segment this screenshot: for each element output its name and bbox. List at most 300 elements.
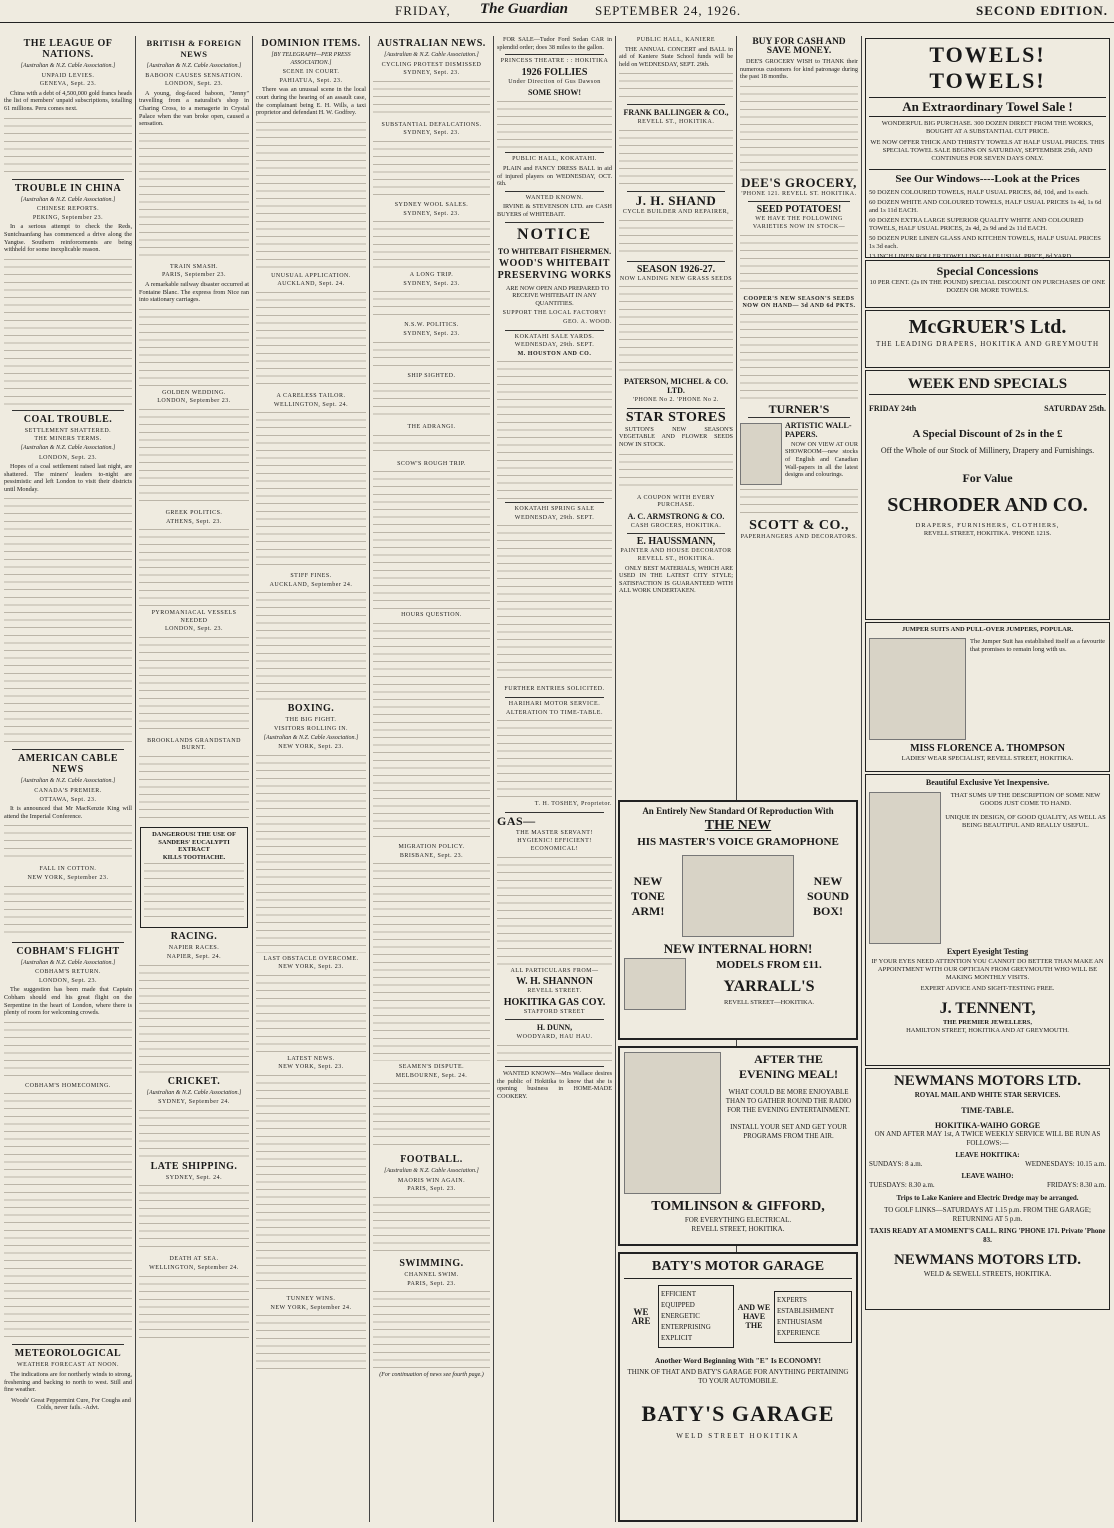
column-4	[373, 36, 490, 1522]
article-filler	[373, 219, 490, 269]
article-filler	[139, 635, 249, 735]
towel-item: 60 DOZEN EXTRA LARGE SUPERIOR QUALITY WHITE AND COLOURED TOWELS, HALF USUAL PRICES, 2s 4d, 2s 9d and 2s 11d EACH.	[869, 217, 1084, 232]
article-filler	[619, 128, 733, 188]
divider	[505, 54, 604, 55]
concessions-text: 10 PER CENT. (2s IN THE POUND) SPECIAL DISCOUNT ON PURCHASES OF ONE DOZEN OR MORE TOWELS.	[869, 279, 1106, 294]
concessions-title: Special Concessions	[936, 264, 1039, 278]
week-end-advert	[865, 370, 1110, 620]
article-filler	[740, 487, 858, 517]
advert-title: A. C. ARMSTRONG & CO.	[627, 511, 725, 521]
article-filler	[373, 139, 490, 199]
newmans-tagline: ROYAL MAIL AND WHITE STAR SERVICES.	[914, 1091, 1061, 1099]
radio-title: AFTER THE EVENING MEAL!	[738, 1052, 838, 1081]
article-filler	[619, 71, 733, 101]
agency-line: [Australian & N.Z. Cable Association.]	[20, 196, 116, 203]
article-filler	[139, 407, 249, 507]
masthead-paper-title: The Guardian	[480, 1, 568, 17]
divider	[12, 179, 124, 180]
column-5	[497, 36, 612, 1522]
advert-text: REVELL STREET.	[527, 988, 582, 995]
subhead: A CARELESS TAILOR.	[276, 392, 346, 399]
subhead: CANADA'S PREMIER.	[34, 788, 102, 795]
wallpaper-illustration	[740, 423, 782, 485]
article-filler	[373, 1289, 490, 1369]
advert-text: REVELL ST., HOKITIKA.	[637, 119, 715, 126]
advert-text: WOODYARD, HAU HAU.	[516, 1034, 593, 1041]
subhead: CYCLING PROTEST DISMISSED	[381, 61, 482, 68]
advert-text: 'PHONE 121. REVELL ST. HOKITIKA.	[741, 190, 857, 197]
subhead: SYDNEY WOOL SALES.	[394, 201, 469, 208]
advert-text: NOW LANDING NEW GRASS SEEDS	[619, 275, 733, 282]
subhead: TUNNEY WINS.	[286, 1296, 336, 1303]
subhead: WEATHER FORECAST AT NOON.	[17, 1362, 119, 1369]
headline-racing: RACING.	[170, 931, 218, 943]
article-filler	[139, 754, 249, 824]
dateline: SYDNEY, Sept. 24.	[165, 1174, 223, 1181]
newmans-fridays: FRIDAYS: 8.30 a.m.	[1046, 1181, 1106, 1189]
divider	[505, 812, 604, 813]
advert-subtitle: TO WHITEBAIT FISHERMEN.	[497, 246, 612, 256]
advert-text: ARE NOW OPEN AND PREPARED TO RECEIVE WHITEBAIT IN ANY QUANTITIES.	[505, 284, 610, 307]
advert-text: ALL PARTICULARS FROM—	[510, 967, 599, 974]
gramophone-dealer: YARRALL'S	[723, 978, 815, 995]
dateline: WELLINGTON, Sept. 24.	[273, 401, 349, 408]
subhead: DEATH AT SEA.	[169, 1256, 219, 1263]
column-1	[4, 36, 132, 1522]
article-filler	[139, 131, 249, 261]
advert-text: NOW ON VIEW AT OUR SHOWROOM—new stocks of English and Canadian Wall-papers in all the latest designs and colourings.	[785, 440, 858, 479]
dateline: ATHENS, Sept. 23.	[166, 518, 222, 525]
masthead	[0, 0, 1114, 23]
column-rule	[252, 36, 253, 1522]
schroder-title: SCHRODER AND CO.	[887, 494, 1088, 516]
baty-left-list	[658, 1285, 734, 1348]
article-filler	[256, 1313, 366, 1373]
advert-text: GEO. A. WOOD.	[563, 318, 612, 325]
column-2	[139, 36, 249, 1522]
baty-body	[624, 1285, 852, 1348]
tennent-address: HAMILTON STREET, HOKITIKA AND AT GREYMOUTH.	[906, 1027, 1069, 1034]
dateline: SYDNEY, Sept. 23.	[403, 280, 460, 287]
tennent-headline: Beautiful Exclusive Yet Inexpensive.	[925, 778, 1050, 787]
subhead: THE BIG FIGHT.	[285, 717, 337, 724]
headline-dominion: DOMINION ITEMS.	[261, 38, 361, 49]
advert-subheading: KILLS TOOTHACHE.	[162, 853, 226, 861]
article-filler	[256, 290, 366, 390]
advert-heading: DANGEROUS! THE USE OF SANDERS' EUCALYPTI EXTRACT	[152, 831, 236, 854]
article-filler	[497, 523, 612, 683]
gramophone-line1: An Entirely New Standard Of Reproduction With	[642, 806, 834, 816]
towel-item: 50 DOZEN PURE LINEN GLASS AND KITCHEN TOWELS, HALF USUAL PRICES 1s 3d each.	[869, 235, 1101, 250]
subhead: THE ADRANGI.	[407, 424, 456, 431]
masthead-edition: SECOND EDITION.	[975, 3, 1108, 18]
schroder-tagline: DRAPERS, FURNISHERS, CLOTHIERS,	[915, 522, 1060, 529]
towel-items-list	[869, 189, 1106, 261]
advert-title: J. H. SHAND	[635, 192, 717, 208]
article-filler	[373, 1195, 490, 1255]
advert-text: HYGIENIC! EFFICIENT! ECONOMICAL!	[517, 838, 592, 853]
newmans-row2	[869, 1181, 1106, 1190]
dateline: PARIS, Sept. 23.	[407, 1280, 456, 1287]
dateline: LONDON, Sept. 23.	[165, 626, 223, 633]
dateline: PARIS, Sept. 23.	[407, 1186, 456, 1193]
divider	[627, 104, 725, 105]
dateline: SYDNEY, Sept. 23.	[403, 330, 460, 337]
column-rule	[135, 36, 136, 1522]
classified-ad: FOR SALE—Tudor Ford Sedan CAR in splendid order; does 38 miles to the gallon.	[497, 36, 612, 51]
advert-text: FURTHER ENTRIES SOLICITED.	[504, 686, 605, 693]
tennent-text2: UNIQUE IN DESIGN, OF GOOD QUALITY, AS WELL AS BEING BEAUTIFUL AND REALLY USEFUL.	[945, 814, 1106, 829]
dateline: AUCKLAND, Sept. 24.	[277, 281, 345, 288]
tennent-tagline: THE PREMIER JEWELLERS,	[942, 1019, 1033, 1026]
dateline: WELLINGTON, September 24.	[149, 1265, 239, 1271]
eye-title: Expert Eyesight Testing	[946, 947, 1029, 956]
advert-title: SEASON 1926-27.	[636, 263, 716, 275]
subhead: GREEK POLITICS.	[165, 509, 223, 516]
advert-text: COOPER'S NEW SEASON'S SEEDS NOW ON HAND— 3d AND 6d PKTS.	[742, 295, 856, 310]
eye-text: IF YOUR EYES NEED ATTENTION YOU CANNOT DO BETTER THAN MAKE AN APPOINTMENT WITH OUR OPTICIAN FROM GREYMOUTH WHO WILL BE MAKING MONTHLY VISITS.	[871, 958, 1104, 981]
radio-firm-tagline: FOR EVERYTHING ELECTRICAL.	[684, 1216, 792, 1224]
article-filler	[256, 590, 366, 700]
radio-illustration	[624, 1052, 721, 1194]
article-text: The suggestion has been made that Captain Cobham should end his great flight on the Serpentine in the heart of London, where there is plenty of room for welcoming crowds.	[4, 986, 132, 1017]
advert-text: CASH GROCERS, HOKITIKA.	[630, 522, 722, 529]
subhead: VISITORS ROLLING IN.	[273, 725, 349, 732]
subhead: FALL IN COTTON.	[39, 866, 97, 873]
tennent-body	[869, 792, 1106, 944]
article-filler	[256, 120, 366, 270]
advert-text: PAPERHANGERS AND DECORATORS.	[740, 533, 858, 540]
radio-body	[624, 1052, 852, 1194]
dateline: SYDNEY, September 24.	[158, 1099, 230, 1106]
gramophone-footer	[624, 958, 852, 1010]
dateline: LONDON, Sept. 23.	[39, 454, 97, 461]
headline-cobham: COBHAM'S FLIGHT	[16, 945, 120, 957]
subhead: SHIP SIGHTED.	[407, 372, 456, 379]
baty-we-are: WE ARE	[631, 1306, 651, 1326]
divider	[12, 942, 124, 943]
headline-american: AMERICAN CABLE NEWS	[17, 753, 119, 776]
agency-line: [Australian & N.Z. Cable Association.]	[384, 1168, 479, 1175]
mcgruer-title: McGRUER'S Ltd.	[908, 316, 1067, 338]
week-title: WEEK END SPECIALS	[869, 374, 1106, 395]
newmans-wednesdays: WEDNESDAYS: 10.15 a.m.	[1025, 1160, 1106, 1168]
dateline: AUCKLAND, September 24.	[269, 581, 353, 588]
subhead: HOURS QUESTION.	[401, 612, 462, 619]
advert-title: SEED POTATOES!	[756, 204, 842, 216]
article-filler	[256, 410, 366, 570]
newmans-row1	[869, 1160, 1106, 1169]
gramophone-models: MODELS FROM £11.	[716, 959, 822, 971]
subhead: PYROMANIACAL VESSELS NEEDED	[151, 610, 237, 624]
column-3	[256, 36, 366, 1522]
subhead: NAPIER RACES.	[168, 945, 220, 952]
divider	[748, 201, 850, 202]
continuation-note: (For continuation of news see fourth page.)	[379, 1372, 484, 1379]
column-rule	[615, 36, 616, 1522]
article-filler	[4, 884, 132, 939]
article-filler	[144, 861, 244, 921]
article-filler	[139, 1108, 249, 1158]
baty-right-word: EXPERTS	[777, 1295, 807, 1304]
week-value: For Value	[962, 471, 1013, 485]
article-filler	[373, 469, 490, 609]
article-filler	[4, 823, 132, 863]
article-filler	[373, 381, 490, 421]
subhead: LAST OBSTACLE OVERCOME.	[263, 955, 359, 962]
baty-right-word: ESTABLISHMENT	[777, 1306, 834, 1315]
advert-title: TURNER'S	[768, 401, 830, 416]
spoon-illustration	[869, 792, 941, 944]
baty-tagline2: THINK OF THAT AND BATY'S GARAGE FOR ANYTHING PERTAINING TO YOUR AUTOMOBILE.	[627, 1368, 849, 1385]
dateline: NAPIER, Sept. 24.	[166, 954, 222, 961]
dateline: PARIS, September 23.	[161, 272, 227, 279]
subhead: LATEST NEWS.	[287, 1055, 335, 1062]
classified-ad: WANTED KNOWN—Mrs Wallace desires the public of Hokitika to know that she is opening business in HOME-MADE COOKERY.	[497, 1070, 612, 1100]
his-masters-voice-logo	[624, 958, 686, 1010]
dateline: LONDON, September 23.	[157, 398, 231, 405]
baty-title: BATY'S MOTOR GARAGE	[624, 1258, 852, 1279]
gramophone-left: NEW TONE ARM!	[631, 873, 665, 918]
agency-line: [Australian & N.Z. Cable Association.]	[20, 444, 116, 451]
headline-australian: AUSTRALIAN NEWS.	[377, 38, 486, 49]
article-filler	[139, 527, 249, 607]
dateline: SYDNEY, Sept. 23.	[403, 210, 460, 217]
article-filler	[619, 284, 733, 374]
headline-football: FOOTBALL.	[400, 1154, 463, 1166]
dateline: SYDNEY, Sept. 23.	[403, 70, 460, 77]
divider	[12, 410, 124, 411]
divider	[12, 1344, 124, 1345]
newmans-footer-title: NEWMANS MOTORS LTD.	[893, 1252, 1082, 1268]
masthead-day: FRIDAY,	[395, 3, 451, 18]
dateline: NEW YORK, September 23.	[27, 875, 109, 882]
divider	[505, 222, 604, 223]
subhead: UNPAID LEVIES.	[41, 72, 95, 79]
baty-right-list	[774, 1291, 852, 1343]
column-rule	[861, 36, 862, 1522]
advert-text: SUPPORT THE LOCAL FACTORY!	[502, 310, 607, 317]
baty-left-word: EXPLICIT	[661, 1334, 693, 1342]
newmans-tuesdays: TUESDAYS: 8.30 a.m.	[869, 1181, 935, 1189]
article-filler	[139, 307, 249, 387]
subhead: THE MINERS TERMS.	[34, 436, 102, 443]
advert-title: HOKITIKA GAS COY.	[503, 996, 606, 1008]
dateline: OTTAWA, Sept. 23.	[39, 796, 97, 803]
advert-title: H. DUNN,	[536, 1023, 573, 1033]
column-rule	[369, 36, 370, 1522]
advert-title: PATERSON, MICHEL & CO. LTD.	[624, 377, 728, 396]
divider	[627, 408, 725, 409]
advert-text: Woods' Great Peppermint Cure, For Coughs and Colds, never fails. -Advt.	[11, 1396, 131, 1412]
article-filler	[497, 855, 612, 965]
gramophone-dealer-address: REVELL STREET—HOKITIKA.	[723, 999, 815, 1006]
article-filler	[619, 218, 733, 258]
advert-title: W. H. SHANNON	[516, 976, 593, 988]
article-filler	[373, 289, 490, 319]
dateline: GENEVA, Sept. 23.	[39, 81, 97, 88]
subhead: N.S.W. POLITICS.	[404, 322, 459, 329]
advert-title: GAS—	[497, 813, 536, 828]
baty-garage-advert	[618, 1252, 858, 1522]
column-6	[619, 36, 733, 796]
subhead: MIGRATION POLICY.	[398, 843, 465, 850]
divider	[627, 191, 725, 192]
subhead: BROOKLANDS GRANDSTAND BURNT.	[147, 737, 241, 752]
divider	[12, 749, 124, 750]
advert-heading: WANTED KNOWN.	[525, 194, 584, 201]
article-filler	[139, 963, 249, 1073]
divider	[505, 330, 604, 331]
subhead: SUBSTANTIAL DEFALCATIONS.	[381, 121, 482, 128]
week-discount-text: Off the Whole of our Stock of Millinery, Drapery and Furnishings.	[880, 446, 1095, 455]
advert-text: T. H. TOSHEY, Proprietor.	[534, 801, 612, 808]
advert-heading: HARIHARI MOTOR SERVICE.	[508, 701, 601, 708]
article-text: There was an unusual scene in the local court during the hearing of an assault case, the complainant being E. H. Wills, a taxi proprietor and defendant H. W. Godfrey.	[256, 86, 366, 117]
dateline: NEW YORK, Sept. 23.	[278, 964, 344, 971]
advert-text: CYCLE BUILDER AND REPAIRER,	[622, 208, 730, 215]
agency-line: [Australian & N.Z. Cable Association.]	[146, 63, 242, 69]
advert-text: PAINTER AND HOUSE DECORATOR REVELL ST., HOKITIKA.	[620, 548, 732, 562]
subhead: UNUSUAL APPLICATION.	[271, 272, 351, 279]
dateline: PEKING, September 23.	[32, 214, 104, 221]
advert-text: THE MASTER SERVANT!	[516, 829, 593, 836]
subhead: STIFF FINES.	[290, 573, 332, 580]
masthead-date: SEPTEMBER 24, 1926.	[595, 3, 742, 18]
jumper-shop-address: LADIES' WEAR SPECIALIST, REVELL STREET, HOKITIKA.	[901, 755, 1074, 762]
dateline: BRISBANE, Sept. 23.	[399, 852, 464, 859]
jumper-advert	[865, 622, 1110, 772]
gramophone-advert	[618, 800, 858, 1040]
baty-right-word: ENTHUSIASM	[777, 1317, 823, 1326]
jumper-text: The Jumper Suit has established itself as a favourite that promises to remain long with us.	[970, 638, 1106, 653]
advert-text: 'PHONE No 2. 'PHONE No 2.	[633, 397, 719, 404]
baty-right-word: EXPERIENCE	[777, 1328, 820, 1337]
tennent-text: THAT SUMS UP THE DESCRIPTION OF SOME NEW GOODS JUST COME TO HAND.	[950, 792, 1101, 807]
subhead: COBHAM'S HOMECOMING.	[25, 1082, 111, 1089]
week-days	[869, 405, 1106, 413]
advert-title: DEE'S GROCERY,	[741, 174, 857, 190]
mcgruer-advert	[865, 310, 1110, 368]
agency-line: [Australian & N.Z. Cable Association.]	[20, 959, 116, 966]
subhead: MAORIS WIN AGAIN.	[397, 1177, 466, 1184]
headline-boxing: BOXING.	[287, 703, 335, 715]
towel-sale-advert	[865, 38, 1110, 258]
article-filler	[373, 340, 490, 370]
jumper-shop: MISS FLORENCE A. THOMPSON	[910, 743, 1065, 754]
advert-title: SCOTT & CO.,	[749, 517, 849, 533]
advert-title: ARTISTIC WALL-PAPERS.	[785, 420, 852, 439]
agency-line: [Australian & N.Z. Cable Association.]	[384, 52, 479, 58]
agency-line: [Australian & N.Z. Cable Association.]	[20, 63, 116, 69]
advert-heading: PUBLIC HALL, KANIERE	[636, 37, 716, 43]
radio-firm: TOMLINSON & GIFFORD,	[651, 1199, 825, 1214]
advert-text: STAFFORD STREET	[523, 1008, 586, 1015]
article-filler	[139, 1183, 249, 1253]
week-discount: A Special Discount of 2s in the £	[912, 428, 1063, 440]
divider	[505, 697, 604, 698]
advert-box	[140, 827, 248, 928]
advert-text: WEDNESDAY, 29th. SEPT.	[514, 342, 595, 349]
advert-text: Under Direction of Gus Dawson	[508, 78, 601, 85]
headline-china: TROUBLE IN CHINA	[14, 182, 122, 194]
headline-british-foreign: BRITISH & FOREIGN NEWS	[146, 38, 242, 59]
advert-title: NOTICE	[516, 225, 593, 243]
week-saturday: SATURDAY 25th.	[1044, 404, 1106, 413]
newmans-trips: Trips to Lake Kaniere and Electric Dredge may be arranged.	[896, 1194, 1079, 1202]
divider	[505, 1066, 604, 1067]
advert-heading: PUBLIC HALL, KOKATAHI.	[512, 156, 597, 163]
advert-text: SUTTON'S NEW SEASON'S VEGETABLE AND FLOWER SEEDS NOW IN STOCK.	[619, 425, 733, 448]
subhead: GOLDEN WEDDING.	[162, 389, 226, 396]
newmans-leave-waiho: LEAVE WAIHO:	[961, 1172, 1014, 1180]
towel-title: TOWELS! TOWELS!	[929, 42, 1046, 93]
headline-shipping: LATE SHIPPING.	[150, 1160, 238, 1172]
advert-title: WOOD'S WHITEBAIT PRESERVING WORKS	[497, 257, 612, 281]
tennent-name: J. TENNENT,	[939, 1000, 1036, 1017]
advert-text: ONLY BEST MATERIALS, WHICH ARE USED IN THE LATEST CITY STYLE; SATISFACTION IS GUARANTEED WITH ALL WORK UNDERTAKEN.	[619, 564, 733, 595]
article-filler	[497, 99, 612, 149]
baty-big-title: BATY'S GARAGE	[641, 1401, 835, 1426]
jumper-title: JUMPER SUITS AND PULL-OVER JUMPERS, POPULAR.	[901, 626, 1074, 633]
advert-title: SOME SHOW!	[527, 88, 582, 98]
dateline: SYDNEY, Sept. 23.	[403, 130, 460, 137]
article-filler	[373, 861, 490, 1061]
article-text: Hopes of a coal settlement raised last night, are shattered. The miners' leaders to-night are pessimistic and left London to visit their districts until Monday.	[4, 463, 132, 493]
advert-heading: PRINCESS THEATRE : : HOKITIKA	[500, 58, 609, 65]
article-filler	[740, 233, 858, 293]
subhead: SETTLEMENT SHATTERED.	[24, 427, 112, 434]
divider	[505, 152, 604, 153]
subhead: TRAIN SMASH.	[169, 263, 218, 270]
baty-left-word: ENTERPRISING	[661, 1323, 711, 1331]
subhead: COBHAM'S RETURN.	[35, 969, 101, 976]
agency-line: [Australian & N.Z. Cable Association.]	[263, 734, 359, 741]
dateline: PAHIATUA, Sept. 23.	[279, 77, 343, 84]
gramophone-body	[624, 855, 852, 937]
advert-text: THE ANNUAL CONCERT and BALL in aid of Kaniere State School funds will be held on WEDNESDAY, SEPT. 29th.	[619, 45, 733, 68]
baty-address: WELD STREET HOKITIKA	[676, 1432, 800, 1440]
schroder-address: REVELL STREET, HOKITIKA. 'PHONE 121S.	[923, 530, 1052, 537]
gramophone-line3: HIS MASTER'S VOICE GRAMOPHONE	[637, 836, 839, 848]
article-filler	[740, 312, 858, 402]
divider	[505, 191, 604, 192]
subhead: SCOW'S ROUGH TRIP.	[397, 460, 466, 467]
advert-heading: KOKATAHI SPRING SALE	[514, 506, 595, 513]
towel-item: 50 DOZEN COLOURED TOWELS, HALF USUAL PRICES, 8d, 10d, and 1s each.	[869, 189, 1089, 196]
radio-text: WHAT COULD BE MORE ENJOYABLE THAN TO GATHER ROUND THE RADIO FOR THE EVENING ENTERTAINMENT.	[725, 1088, 852, 1114]
divider	[505, 502, 604, 503]
eye-text2: EXPERT ADVICE AND SIGHT-TESTING FREE.	[920, 985, 1055, 992]
dateline: LONDON, Sept. 23.	[39, 977, 97, 984]
newmans-leave-hokitika: LEAVE HOKITIKA:	[955, 1151, 1020, 1159]
article-filler	[4, 496, 132, 746]
article-text: A remarkable railway disaster occurred at Fontaine Blanc. The express from Nice ran into stationary carriages.	[139, 280, 249, 304]
article-text: In a serious attempt to check the Reds, Suntchuanfang has commenced a drive along the Yangtse. Southern reinforcements are being withheld for some inexplicable reason.	[4, 223, 132, 254]
headline-meteorological: METEOROLOGICAL	[14, 1348, 122, 1360]
column-7	[740, 36, 858, 796]
agency-line: [BY TELEGRAPH—PER PRESS ASSOCIATION.]	[271, 52, 351, 66]
advert-title: BUY FOR CASH AND SAVE MONEY.	[752, 37, 846, 56]
divider	[627, 533, 725, 534]
gramophone-illustration	[682, 855, 794, 937]
column-8	[865, 36, 1110, 1522]
article-text: China with a debt of 4,500,000 gold francs heads the list of members' unpaid subscriptions, totalling 61 millions. Peru comes next.	[4, 89, 132, 112]
divider	[748, 417, 850, 418]
advert-title: FRANK BALLINGER & CO.,	[623, 108, 729, 118]
article-filler	[4, 257, 132, 407]
baty-tagline: Another Word Beginning With "E" Is ECONOMY!	[654, 1356, 822, 1365]
